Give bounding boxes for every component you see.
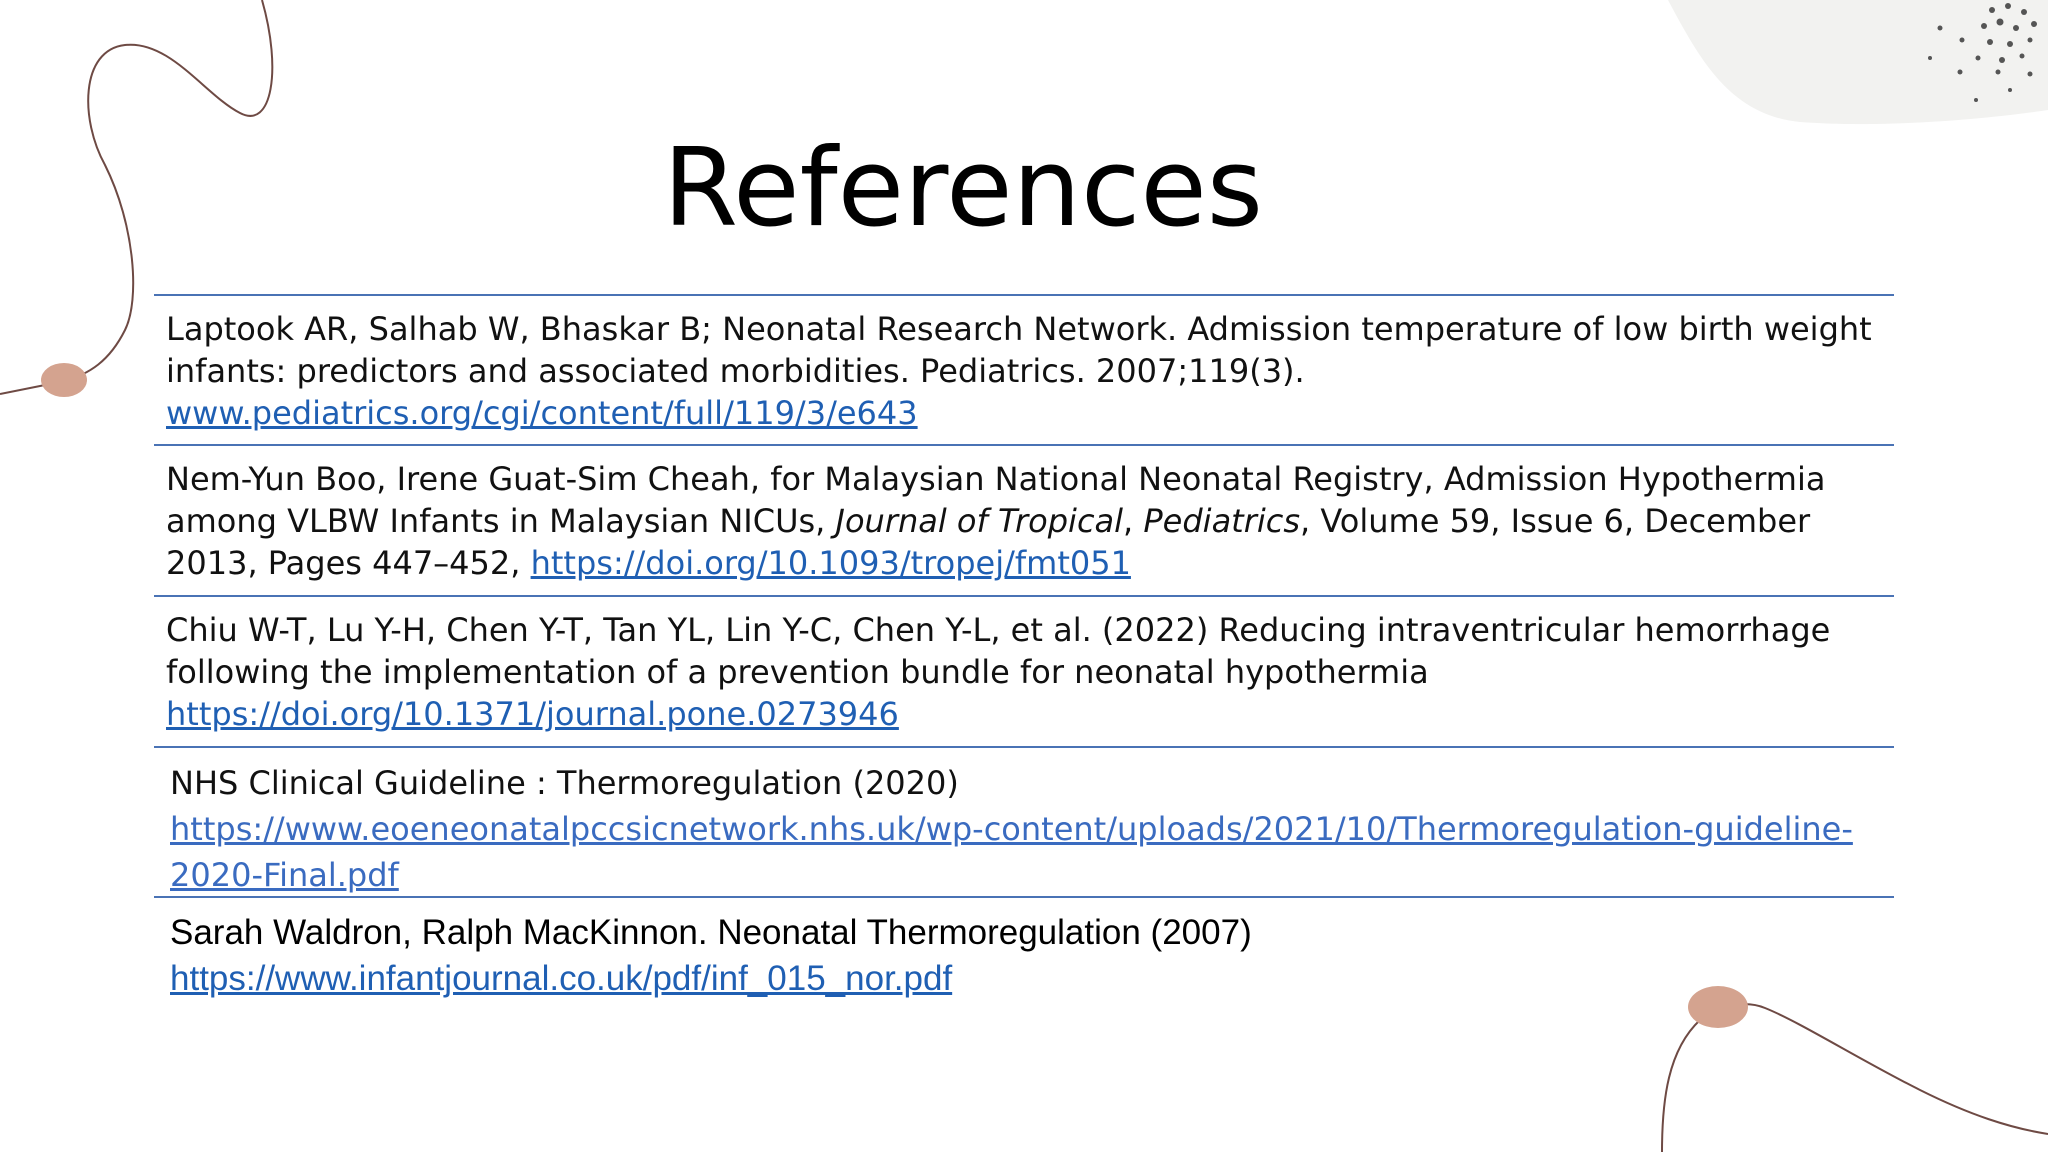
reference-text: Sarah Waldron, Ralph MacKinnon. Neonatal Thermoregulation (2007)	[170, 913, 1252, 952]
reference-link[interactable]: https://www.eoeneonatalpccsicnetwork.nhs.uk/wp-content/uploads/2021/10/Thermoregulation-guideline-2020-Final.pdf	[170, 810, 1853, 894]
reference-item	[154, 595, 1894, 746]
reference-text-tail: , Volume 59, Issue 6, December 2013, Pages 447–452,	[166, 502, 1811, 582]
page-title: References	[662, 126, 1264, 251]
journal-name-part2: Pediatrics	[1143, 502, 1301, 540]
corner-shape	[1668, 0, 2048, 124]
right-curve	[1662, 1004, 2048, 1152]
reference-link[interactable]: www.pediatrics.org/cgi/content/full/119/3/e643	[166, 394, 918, 432]
reference-item	[154, 746, 1894, 896]
reference-text: Chiu W-T, Lu Y-H, Chen Y-T, Tan YL, Lin Y-C, Chen Y-L, et al. (2022) Reducing intraventricular hemorrhage following the implementation of a prevention bundle for neonatal hypothermia	[166, 611, 1831, 691]
reference-text: NHS Clinical Guideline : Thermoregulation (2020)	[170, 764, 959, 802]
reference-text: Nem-Yun Boo, Irene Guat-Sim Cheah, for Malaysian National Neonatal Registry, Admission Hypothermia among VLBW Infants in Malaysian NICUs,	[166, 460, 1826, 540]
reference-text: Laptook AR, Salhab W, Bhaskar B; Neonatal Research Network. Admission temperature of low birth weight infants: predictors and associated morbidities. Pediatrics. 2007;119(3).	[166, 310, 1872, 390]
left-blob	[41, 363, 87, 397]
reference-link[interactable]: https://doi.org/10.1093/tropej/fmt051	[530, 544, 1131, 582]
dot-cluster	[1928, 3, 2037, 102]
reference-link[interactable]: https://www.infantjournal.co.uk/pdf/inf_015_nor.pdf	[170, 959, 953, 998]
reference-item	[154, 896, 1894, 1012]
reference-item	[154, 294, 1894, 444]
journal-name: Journal of Tropical	[835, 502, 1124, 540]
journal-separator: ,	[1123, 502, 1144, 540]
reference-item	[154, 444, 1894, 595]
reference-link[interactable]: https://doi.org/10.1371/journal.pone.0273946	[166, 695, 899, 733]
reference-list	[154, 294, 1894, 1012]
